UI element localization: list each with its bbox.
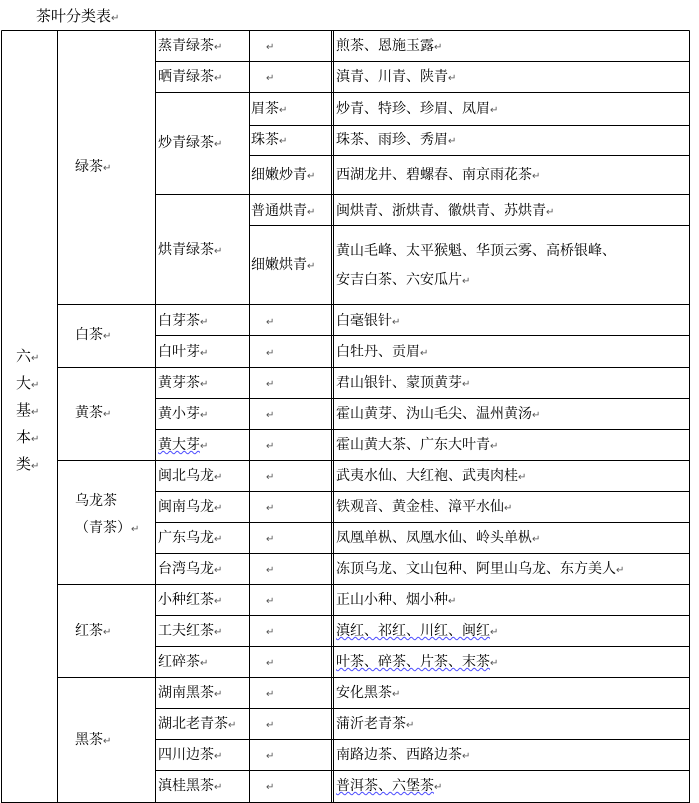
example-list: 白牡丹、贡眉↵: [336, 344, 429, 360]
subcategory-label: 小种红茶↵: [158, 592, 223, 608]
example-list: 武夷水仙、大红袍、武夷肉桂↵: [336, 468, 527, 484]
category-name-extra: （青茶）↵: [75, 520, 140, 536]
subcategory-label: 烘青绿茶↵: [158, 242, 223, 258]
subcategory-label: 工夫红茶↵: [158, 623, 223, 639]
subtype-empty-cell: ↵: [266, 565, 275, 576]
example-list: 黄山毛峰、太平猴魁、华顶云雾、高桥银峰、: [336, 243, 616, 259]
example-list: 安化黑茶↵: [336, 685, 401, 701]
subcategory-label: 广东乌龙↵: [158, 530, 223, 546]
subtype-empty-cell: ↵: [266, 689, 275, 700]
subcategory-label: 白芽茶↵: [158, 313, 209, 329]
subtype-empty-cell: ↵: [266, 720, 275, 731]
example-list: 闽烘青、浙烘青、徽烘青、苏烘青↵: [336, 203, 555, 219]
subtype-label: 普通烘青↵: [251, 203, 316, 219]
subcategory-label: 闽北乌龙↵: [158, 468, 223, 484]
root-category-char: 类↵: [16, 455, 40, 473]
subtype-empty-cell: ↵: [266, 410, 275, 421]
subtype-label: 眉茶↵: [251, 101, 288, 117]
subtype-empty-cell: ↵: [266, 348, 275, 359]
subtype-label: 珠茶↵: [251, 132, 288, 148]
subcategory-label: 闽南乌龙↵: [158, 499, 223, 515]
subtype-empty-cell: ↵: [266, 534, 275, 545]
subcategory-label: 台湾乌龙↵: [158, 561, 223, 577]
subtype-label: 细嫩烘青↵: [251, 257, 316, 273]
example-list: 凤凰单枞、凤凰水仙、岭头单枞↵: [336, 530, 541, 546]
subtype-empty-cell: ↵: [266, 782, 275, 793]
subtype-empty-cell: ↵: [266, 472, 275, 483]
subcategory-label: 炒青绿茶↵: [158, 135, 223, 151]
subcategory-label: 黄小芽↵: [158, 406, 209, 422]
example-list: 南路边茶、西路边茶↵: [336, 747, 471, 763]
example-list: 滇青、川青、陕青↵: [336, 69, 457, 85]
subtype-empty-cell: ↵: [266, 751, 275, 762]
example-list: 普洱茶、六堡茶↵: [336, 778, 443, 794]
subcategory-label: 红碎茶↵: [158, 654, 209, 670]
category-name: 乌龙茶 （青茶）↵: [75, 492, 139, 539]
subtype-empty-cell: ↵: [266, 379, 275, 390]
subcategory-label: 湖北老青茶↵: [158, 716, 237, 732]
subcategory-label: 白叶芽↵: [158, 344, 209, 360]
subtype-empty-cell: ↵: [266, 317, 275, 328]
example-list: 君山银针、蒙顶黄芽↵: [336, 375, 471, 391]
root-category: [16, 344, 39, 479]
example-list: 白毫银针↵: [336, 313, 401, 329]
subtype-empty-cell: ↵: [266, 441, 275, 452]
subcategory-label: 湖南黑茶↵: [158, 685, 223, 701]
example-list: 炒青、特珍、珍眉、凤眉↵: [336, 101, 499, 117]
example-list: 叶茶、碎茶、片茶、末茶↵: [336, 654, 499, 670]
subcategory-label: 黄大芽↵: [158, 437, 209, 453]
subcategory-label: 蒸青绿茶↵: [158, 38, 223, 54]
category-name: 红茶↵: [75, 623, 112, 639]
category-name: 黄茶↵: [75, 405, 112, 421]
subtype-empty-cell: ↵: [266, 73, 275, 84]
example-list: 滇红、祁红、川红、闽红↵: [336, 623, 499, 639]
example-list: 铁观音、黄金桂、漳平水仙↵: [336, 499, 513, 515]
subtype-empty-cell: ↵: [266, 503, 275, 514]
subcategory-label: 滇桂黑茶↵: [158, 778, 223, 794]
subtype-empty-cell: ↵: [266, 596, 275, 607]
example-list: 珠茶、雨珍、秀眉↵: [336, 132, 457, 148]
subtype-empty-cell: ↵: [266, 658, 275, 669]
example-list: 蒲沂老青茶↵: [336, 716, 415, 732]
subtype-empty-cell: ↵: [266, 42, 275, 53]
example-list: 正山小种、烟小种↵: [336, 592, 457, 608]
example-list: 霍山黄大茶、广东大叶青↵: [336, 437, 499, 453]
example-list: 西湖龙井、碧螺春、南京雨花茶↵: [336, 167, 541, 183]
example-list: 安吉白茶、六安瓜片↵: [336, 272, 471, 288]
document-title: 茶叶分类表↵: [36, 7, 120, 25]
root-category-char: 大↵: [16, 374, 40, 392]
subcategory-label: 黄芽茶↵: [158, 375, 209, 391]
example-list: 冻顶乌龙、文山包种、阿里山乌龙、东方美人↵: [336, 561, 625, 577]
subtype-empty-cell: ↵: [266, 627, 275, 638]
subcategory-label: 四川边茶↵: [158, 747, 223, 763]
example-list: 霍山黄芽、沩山毛尖、温州黄汤↵: [336, 406, 541, 422]
root-category-char: 六↵: [16, 347, 40, 365]
category-name: 黑茶↵: [75, 732, 112, 748]
category-name: 白茶↵: [75, 327, 112, 343]
root-category-char: 基↵: [16, 401, 40, 419]
subtype-label: 细嫩炒青↵: [251, 167, 316, 183]
subcategory-label: 晒青绿茶↵: [158, 69, 223, 85]
category-name: 绿茶↵: [75, 159, 112, 175]
example-list: 煎茶、恩施玉露↵: [336, 38, 443, 54]
root-category-char: 本↵: [16, 428, 40, 446]
